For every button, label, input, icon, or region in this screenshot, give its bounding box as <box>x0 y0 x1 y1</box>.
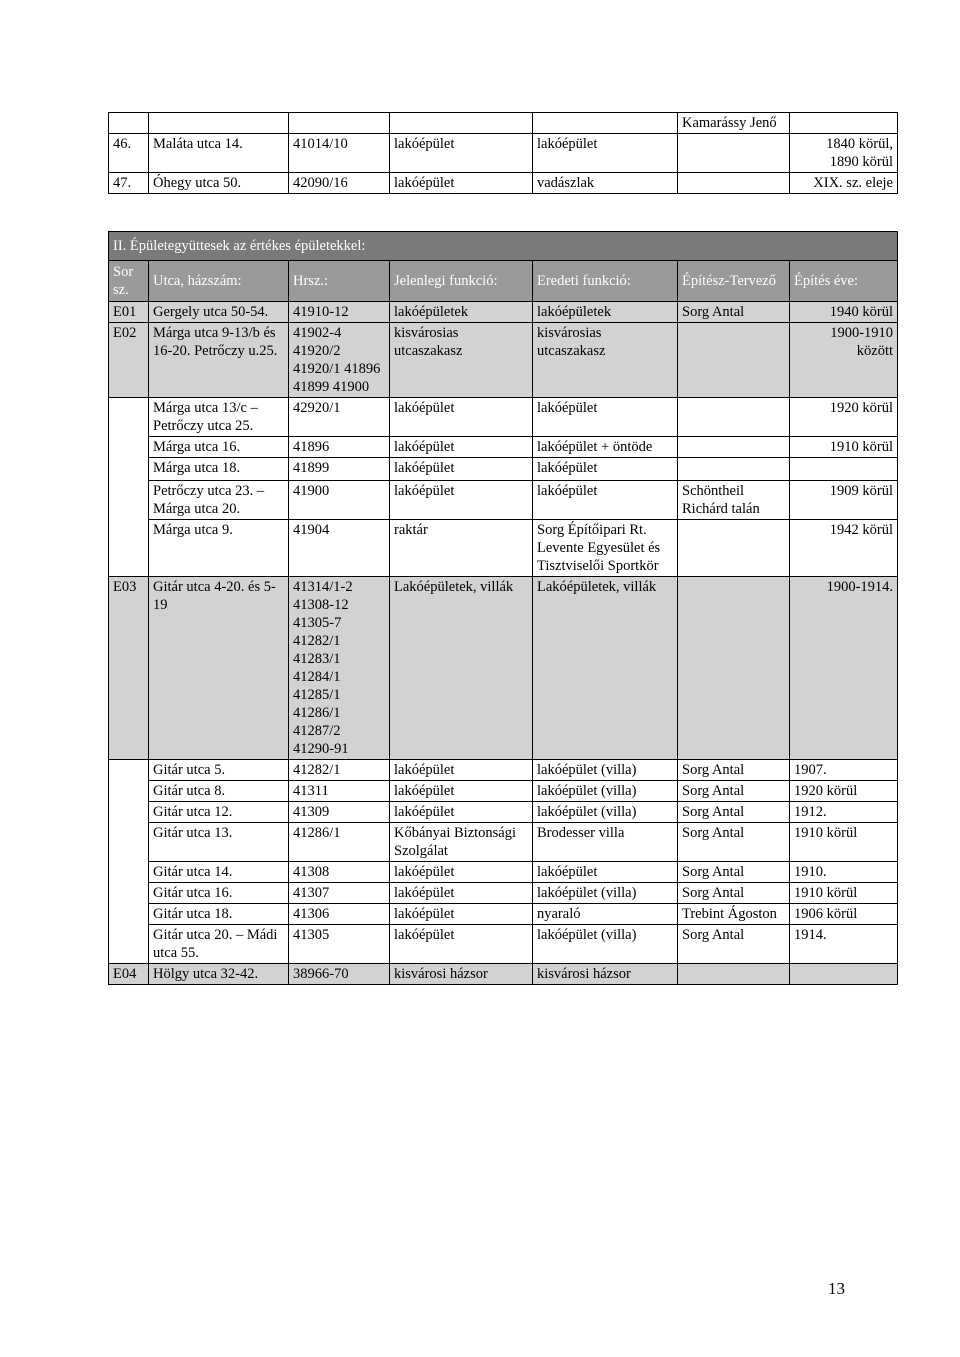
column-header-row <box>109 261 898 302</box>
original-function-cell: lakóépület (villa) <box>533 781 678 802</box>
year-cell: 1942 körül <box>790 520 898 577</box>
address-cell: Gitár utca 13. <box>149 823 289 862</box>
row-number <box>109 398 149 437</box>
address-cell: Márga utca 9-13/b és 16-20. Petrőczy u.25. <box>149 323 289 398</box>
hrsz-cell: 41306 <box>289 904 390 925</box>
address-cell: Gitár utca 5. <box>149 760 289 781</box>
current-function-cell: lakóépület <box>390 904 533 925</box>
row-number: 46. <box>109 134 149 173</box>
hrsz-cell: 41309 <box>289 802 390 823</box>
address-cell: Márga utca 16. <box>149 437 289 458</box>
current-function-cell: lakóépület <box>390 437 533 458</box>
table-row <box>109 173 898 194</box>
original-function-cell: lakóépület <box>533 134 678 173</box>
architect-cell: Sorg Antal <box>678 883 790 904</box>
year-cell: 1910 körül <box>790 437 898 458</box>
architect-cell: Kamarássy Jenő <box>678 113 790 134</box>
year-cell: 1906 körül <box>790 904 898 925</box>
architect-cell <box>678 398 790 437</box>
current-function-cell: kisvárosias utcaszakasz <box>390 323 533 398</box>
address-cell: Gitár utca 8. <box>149 781 289 802</box>
hrsz-cell: 41899 <box>289 458 390 481</box>
address-cell: Hölgy utca 32-42. <box>149 964 289 985</box>
row-number <box>109 760 149 781</box>
year-cell <box>790 964 898 985</box>
current-function-cell: Kőbányai Biztonsági Szolgálat <box>390 823 533 862</box>
year-cell: 1909 körül <box>790 481 898 520</box>
year-cell: 1940 körül <box>790 302 898 323</box>
address-cell: Gitár utca 18. <box>149 904 289 925</box>
row-number: 47. <box>109 173 149 194</box>
row-number: E01 <box>109 302 149 323</box>
current-function-cell: lakóépület <box>390 802 533 823</box>
hrsz-cell: 42090/16 <box>289 173 390 194</box>
table-row <box>109 862 898 883</box>
current-function-cell: Lakóépületek, villák <box>390 577 533 760</box>
section-title: II. Épületegyüttesek az értékes épületekkel: <box>109 232 898 261</box>
table-row <box>109 520 898 577</box>
hrsz-cell: 41896 <box>289 437 390 458</box>
table-row <box>109 113 898 134</box>
architect-cell: Sorg Antal <box>678 823 790 862</box>
year-cell: 1910 körül <box>790 883 898 904</box>
previous-table-continuation <box>108 112 898 194</box>
architect-cell: Trebint Ágoston <box>678 904 790 925</box>
row-number: E02 <box>109 323 149 398</box>
address-cell: Gitár utca 14. <box>149 862 289 883</box>
original-function-cell: lakóépületek <box>533 302 678 323</box>
table-row <box>109 760 898 781</box>
table-row <box>109 134 898 173</box>
current-function-cell: lakóépület <box>390 173 533 194</box>
original-function-cell <box>533 113 678 134</box>
section-header-row <box>109 232 898 261</box>
table-row <box>109 398 898 437</box>
original-function-cell: lakóépület <box>533 398 678 437</box>
table-row <box>109 481 898 520</box>
row-number <box>109 458 149 481</box>
row-number <box>109 862 149 883</box>
address-cell <box>149 113 289 134</box>
original-function-cell: vadászlak <box>533 173 678 194</box>
table-row <box>109 883 898 904</box>
architect-cell: Sorg Antal <box>678 781 790 802</box>
hrsz-cell <box>289 113 390 134</box>
architect-cell: Schöntheil Richárd talán <box>678 481 790 520</box>
original-function-cell: lakóépület (villa) <box>533 925 678 964</box>
original-function-cell: Lakóépületek, villák <box>533 577 678 760</box>
original-function-cell: lakóépület <box>533 862 678 883</box>
year-cell <box>790 113 898 134</box>
current-function-cell: lakóépület <box>390 760 533 781</box>
table-row <box>109 781 898 802</box>
hrsz-cell: 42920/1 <box>289 398 390 437</box>
architect-cell <box>678 577 790 760</box>
original-function-cell: kisvárosi házsor <box>533 964 678 985</box>
current-function-cell <box>390 113 533 134</box>
address-cell: Óhegy utca 50. <box>149 173 289 194</box>
hrsz-cell: 41308 <box>289 862 390 883</box>
hrsz-cell: 41900 <box>289 481 390 520</box>
architect-cell <box>678 458 790 481</box>
architect-cell: Sorg Antal <box>678 925 790 964</box>
hrsz-cell: 41282/1 <box>289 760 390 781</box>
row-number <box>109 802 149 823</box>
architect-cell: Sorg Antal <box>678 760 790 781</box>
hrsz-cell: 41904 <box>289 520 390 577</box>
year-cell: 1900-1910 között <box>790 323 898 398</box>
current-function-cell: raktár <box>390 520 533 577</box>
architect-cell: Sorg Antal <box>678 802 790 823</box>
address-cell: Márga utca 18. <box>149 458 289 481</box>
year-cell: XIX. sz. eleje <box>790 173 898 194</box>
building-groups-table <box>108 231 898 985</box>
year-cell: 1840 körül, 1890 körül <box>790 134 898 173</box>
hrsz-cell: 41902-4 41920/2 41920/1 41896 41899 41900 <box>289 323 390 398</box>
architect-cell: Sorg Antal <box>678 302 790 323</box>
original-function-cell: Sorg Építőipari Rt. Levente Egyesület és Tisztviselői Sportkör <box>533 520 678 577</box>
header-architect: Építész-Tervező <box>678 261 790 302</box>
year-cell: 1920 körül <box>790 398 898 437</box>
hrsz-cell: 41286/1 <box>289 823 390 862</box>
current-function-cell: lakóépület <box>390 398 533 437</box>
hrsz-cell: 41311 <box>289 781 390 802</box>
header-address: Utca, házszám: <box>149 261 289 302</box>
year-cell: 1910. <box>790 862 898 883</box>
architect-cell <box>678 323 790 398</box>
current-function-cell: lakóépület <box>390 862 533 883</box>
current-function-cell: lakóépület <box>390 134 533 173</box>
year-cell: 1920 körül <box>790 781 898 802</box>
table-row <box>109 823 898 862</box>
current-function-cell: lakóépület <box>390 883 533 904</box>
hrsz-cell: 41307 <box>289 883 390 904</box>
year-cell: 1907. <box>790 760 898 781</box>
current-function-cell: lakóépület <box>390 925 533 964</box>
architect-cell <box>678 173 790 194</box>
table-row <box>109 458 898 481</box>
current-function-cell: kisvárosi házsor <box>390 964 533 985</box>
architect-cell <box>678 134 790 173</box>
row-number <box>109 883 149 904</box>
row-number <box>109 823 149 862</box>
current-function-cell: lakóépület <box>390 458 533 481</box>
header-row-number: Sor sz. <box>109 261 149 302</box>
original-function-cell: kisvárosias utcaszakasz <box>533 323 678 398</box>
hrsz-cell: 38966-70 <box>289 964 390 985</box>
year-cell: 1900-1914. <box>790 577 898 760</box>
year-cell <box>790 458 898 481</box>
year-cell: 1914. <box>790 925 898 964</box>
architect-cell <box>678 520 790 577</box>
header-year: Építés éve: <box>790 261 898 302</box>
row-number: E04 <box>109 964 149 985</box>
table-row <box>109 904 898 925</box>
table-row <box>109 302 898 323</box>
row-number <box>109 113 149 134</box>
row-number <box>109 781 149 802</box>
original-function-cell: lakóépület (villa) <box>533 802 678 823</box>
table-row <box>109 437 898 458</box>
year-cell: 1912. <box>790 802 898 823</box>
row-number <box>109 481 149 520</box>
architect-cell: Sorg Antal <box>678 862 790 883</box>
row-number <box>109 520 149 577</box>
original-function-cell: nyaraló <box>533 904 678 925</box>
address-cell: Márga utca 9. <box>149 520 289 577</box>
row-number <box>109 437 149 458</box>
address-cell: Maláta utca 14. <box>149 134 289 173</box>
table-row <box>109 323 898 398</box>
address-cell: Gitár utca 4-20. és 5-19 <box>149 577 289 760</box>
architect-cell <box>678 964 790 985</box>
row-number: E03 <box>109 577 149 760</box>
original-function-cell: lakóépület <box>533 481 678 520</box>
table-row <box>109 802 898 823</box>
table-row <box>109 577 898 760</box>
hrsz-cell: 41314/1-2 41308-12 41305-7 41282/1 41283/1 41284/1 41285/1 41286/1 41287/2 41290-91 <box>289 577 390 760</box>
original-function-cell: lakóépület <box>533 458 678 481</box>
address-cell: Gitár utca 12. <box>149 802 289 823</box>
address-cell: Gergely utca 50-54. <box>149 302 289 323</box>
header-original-function: Eredeti funkció: <box>533 261 678 302</box>
original-function-cell: Brodesser villa <box>533 823 678 862</box>
address-cell: Petrőczy utca 23. – Márga utca 20. <box>149 481 289 520</box>
page-number: 13 <box>828 1279 845 1298</box>
hrsz-cell: 41910-12 <box>289 302 390 323</box>
address-cell: Márga utca 13/c – Petrőczy utca 25. <box>149 398 289 437</box>
current-function-cell: lakóépületek <box>390 302 533 323</box>
original-function-cell: lakóépület (villa) <box>533 883 678 904</box>
address-cell: Gitár utca 16. <box>149 883 289 904</box>
address-cell: Gitár utca 20. – Mádi utca 55. <box>149 925 289 964</box>
row-number <box>109 925 149 964</box>
hrsz-cell: 41305 <box>289 925 390 964</box>
row-number <box>109 904 149 925</box>
current-function-cell: lakóépület <box>390 481 533 520</box>
hrsz-cell: 41014/10 <box>289 134 390 173</box>
architect-cell <box>678 437 790 458</box>
original-function-cell: lakóépület + öntöde <box>533 437 678 458</box>
header-current-function: Jelenlegi funkció: <box>390 261 533 302</box>
table-row <box>109 925 898 964</box>
table-row <box>109 964 898 985</box>
header-hrsz: Hrsz.: <box>289 261 390 302</box>
current-function-cell: lakóépület <box>390 781 533 802</box>
year-cell: 1910 körül <box>790 823 898 862</box>
original-function-cell: lakóépület (villa) <box>533 760 678 781</box>
